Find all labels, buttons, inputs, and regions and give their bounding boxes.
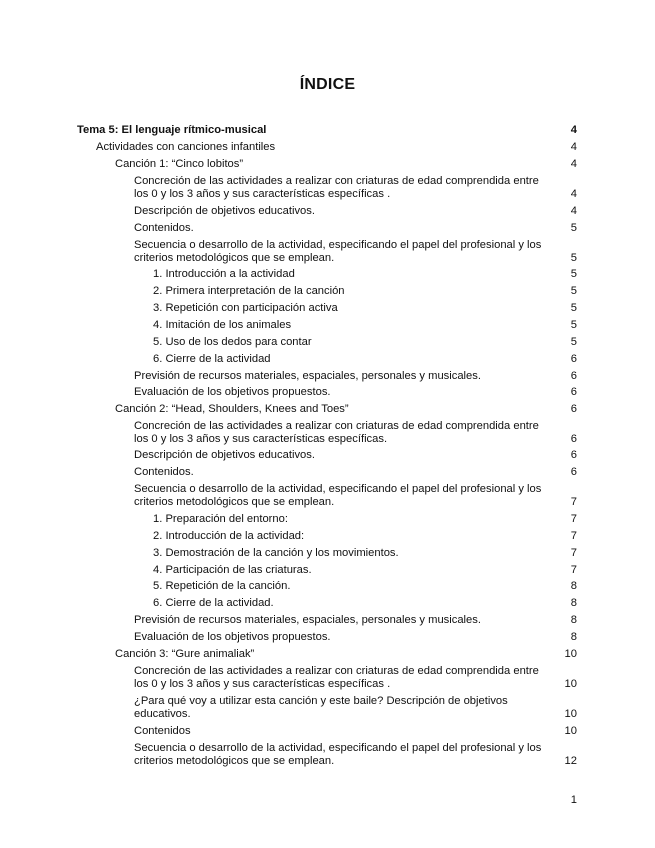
toc-entry-page: 7 bbox=[570, 496, 577, 508]
toc-entry-text: 1. Preparación del entorno: bbox=[153, 513, 288, 525]
toc-entry-text: 2. Primera interpretación de la canción bbox=[153, 285, 345, 297]
toc-entry-page: 6 bbox=[570, 403, 577, 415]
toc-entry[interactable] bbox=[153, 564, 577, 577]
toc-entry[interactable] bbox=[153, 580, 577, 593]
toc-entry-text: 3. Demostración de la canción y los movimientos. bbox=[153, 547, 399, 559]
toc-entry-text: Canción 3: “Gure animaliak” bbox=[115, 648, 255, 660]
toc-entry[interactable] bbox=[115, 158, 577, 171]
toc-entry-text: Secuencia o desarrollo de la actividad, especificando el papel del profesional y los criterios metodológicos que se emplean. bbox=[134, 742, 542, 767]
toc-entry-text: Tema 5: El lenguaje rítmico-musical bbox=[77, 124, 267, 136]
toc-entry[interactable] bbox=[153, 353, 577, 366]
toc-entry[interactable] bbox=[134, 466, 577, 479]
toc-entry[interactable] bbox=[115, 403, 577, 416]
toc-entry-text: 5. Repetición de la canción. bbox=[153, 580, 291, 592]
toc-entry-text: Secuencia o desarrollo de la actividad, especificando el papel del profesional y los criterios metodológicos que se emplean. bbox=[134, 239, 542, 264]
toc-entry-page: 6 bbox=[570, 449, 577, 461]
page-title: ÍNDICE bbox=[299, 76, 356, 93]
toc-entry[interactable] bbox=[153, 268, 577, 281]
toc-entry-page: 7 bbox=[570, 547, 577, 559]
toc-entry-text: Previsión de recursos materiales, espaciales, personales y musicales. bbox=[134, 370, 481, 382]
toc-entry-text: Secuencia o desarrollo de la actividad, especificando el papel del profesional y los criterios metodológicos que se emplean. bbox=[134, 483, 542, 508]
toc-entry[interactable] bbox=[134, 420, 577, 446]
toc-entry-page: 10 bbox=[564, 708, 577, 720]
toc-entry-text: Previsión de recursos materiales, espaciales, personales y musicales. bbox=[134, 614, 481, 626]
toc-entry[interactable] bbox=[134, 449, 577, 462]
toc-entry-page: 6 bbox=[570, 370, 577, 382]
toc-entry[interactable] bbox=[115, 648, 577, 661]
toc-entry-page: 6 bbox=[570, 386, 577, 398]
toc-entry-text: Actividades con canciones infantiles bbox=[96, 141, 276, 153]
toc-entry[interactable] bbox=[153, 336, 577, 349]
toc-entry-text: Contenidos. bbox=[134, 222, 194, 234]
toc-entry-text: Canción 2: “Head, Shoulders, Knees and Toes” bbox=[115, 403, 349, 415]
toc-entry[interactable] bbox=[134, 370, 577, 383]
toc-entry-page: 7 bbox=[570, 564, 577, 576]
toc-entry-page: 8 bbox=[570, 631, 577, 643]
toc-entry-text: Contenidos bbox=[134, 725, 191, 737]
toc-entry[interactable] bbox=[134, 725, 577, 738]
toc-entry-text: Concreción de las actividades a realizar con criaturas de edad comprendida entre los 0 y los 3 años y sus características específicas . bbox=[134, 175, 539, 200]
toc-entry[interactable] bbox=[134, 695, 577, 721]
toc-entry[interactable] bbox=[153, 547, 577, 560]
toc-entry[interactable] bbox=[77, 124, 577, 137]
toc-entry-page: 10 bbox=[564, 648, 577, 660]
toc-entry-text: ¿Para qué voy a utilizar esta canción y este baile? Descripción de objetivos educativos. bbox=[134, 695, 508, 720]
toc-entry-page: 8 bbox=[570, 597, 577, 609]
toc-entry-text: Descripción de objetivos educativos. bbox=[134, 449, 315, 461]
toc-entry-text: 2. Introducción de la actividad: bbox=[153, 530, 305, 542]
toc-entry-text: Evaluación de los objetivos propuestos. bbox=[134, 631, 331, 643]
toc-entry[interactable] bbox=[134, 175, 577, 201]
toc-entry-page: 7 bbox=[570, 530, 577, 542]
toc-entry-page: 4 bbox=[570, 141, 577, 153]
toc-entry-text: 6. Cierre de la actividad. bbox=[153, 597, 274, 609]
toc-entry[interactable] bbox=[96, 141, 577, 154]
toc-entry[interactable] bbox=[153, 285, 577, 298]
toc-entry-page: 5 bbox=[570, 222, 577, 234]
toc-entry[interactable] bbox=[134, 386, 577, 399]
toc-entry-text: Canción 1: “Cinco lobitos” bbox=[115, 158, 244, 170]
toc-entry-page: 6 bbox=[570, 353, 577, 365]
toc-entry-page: 4 bbox=[570, 158, 577, 170]
toc-entry-page: 5 bbox=[570, 302, 577, 314]
toc-entry-text: 1. Introducción a la actividad bbox=[153, 268, 295, 280]
toc-entry-page: 8 bbox=[570, 580, 577, 592]
toc-entry-page: 12 bbox=[564, 755, 577, 767]
toc-entry-text: Evaluación de los objetivos propuestos. bbox=[134, 386, 331, 398]
page-number: 1 bbox=[570, 794, 577, 806]
toc-entry-text: 3. Repetición con participación activa bbox=[153, 302, 338, 314]
toc-entry[interactable] bbox=[134, 222, 577, 235]
toc-entry-page: 4 bbox=[570, 205, 577, 217]
toc-entry-text: Concreción de las actividades a realizar con criaturas de edad comprendida entre los 0 y los 3 años y sus características específicas. bbox=[134, 420, 539, 445]
toc-entry[interactable] bbox=[153, 530, 577, 543]
toc-entry[interactable] bbox=[134, 665, 577, 691]
toc-entry-text: 4. Participación de las criaturas. bbox=[153, 564, 312, 576]
toc-entry-page: 10 bbox=[564, 678, 577, 690]
toc-entry-page: 5 bbox=[570, 268, 577, 280]
toc-entry[interactable] bbox=[134, 631, 577, 644]
toc-entry[interactable] bbox=[153, 302, 577, 315]
toc-entry-text: 6. Cierre de la actividad bbox=[153, 353, 271, 365]
toc-entry[interactable] bbox=[134, 483, 577, 509]
toc-entry-text: Contenidos. bbox=[134, 466, 194, 478]
toc-entry-page: 6 bbox=[570, 433, 577, 445]
toc-entry[interactable] bbox=[153, 597, 577, 610]
toc-entry-page: 10 bbox=[564, 725, 577, 737]
toc-entry-page: 4 bbox=[570, 188, 577, 200]
toc-entry[interactable] bbox=[153, 319, 577, 332]
toc-entry-page: 6 bbox=[570, 466, 577, 478]
toc-entry-page: 5 bbox=[570, 336, 577, 348]
toc-entry-text: 5. Uso de los dedos para contar bbox=[153, 336, 312, 348]
toc-entry-text: Descripción de objetivos educativos. bbox=[134, 205, 315, 217]
toc-entry-page: 4 bbox=[570, 124, 577, 136]
toc-entry-page: 5 bbox=[570, 252, 577, 264]
toc-entry[interactable] bbox=[153, 513, 577, 526]
toc-entry-page: 8 bbox=[570, 614, 577, 626]
toc-entry[interactable] bbox=[134, 239, 577, 265]
toc-entry-text: 4. Imitación de los animales bbox=[153, 319, 292, 331]
toc-entry-text: Concreción de las actividades a realizar con criaturas de edad comprendida entre los 0 y los 3 años y sus características específicas . bbox=[134, 665, 539, 690]
toc-entry-page: 5 bbox=[570, 319, 577, 331]
toc-entry-page: 5 bbox=[570, 285, 577, 297]
toc-entry[interactable] bbox=[134, 205, 577, 218]
toc-entry-page: 7 bbox=[570, 513, 577, 525]
toc-entry[interactable] bbox=[134, 742, 577, 768]
toc-entry[interactable] bbox=[134, 614, 577, 627]
